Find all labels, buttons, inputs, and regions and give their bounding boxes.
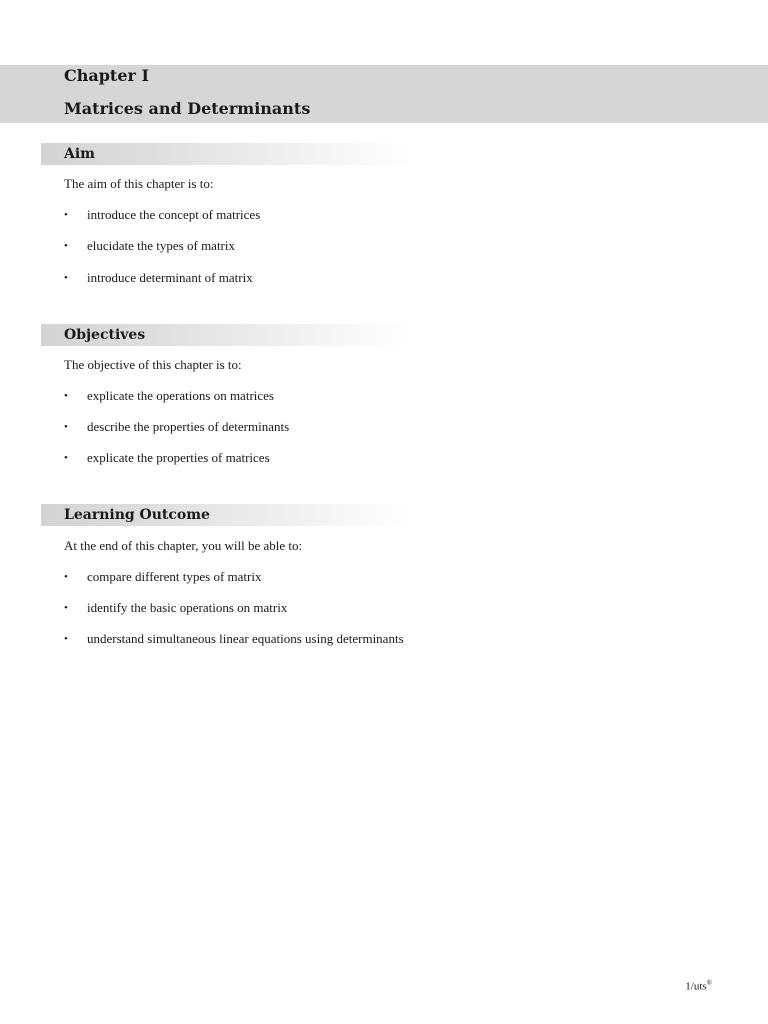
list-item-text: introduce determinant of matrix <box>87 270 253 285</box>
list-item-text: elucidate the types of matrix <box>87 238 236 253</box>
bullet-icon: • <box>64 452 68 464</box>
bullet-icon: • <box>64 602 68 614</box>
list-item-text: explicate the operations on matrices <box>87 388 274 403</box>
page-footer <box>685 976 712 994</box>
list-item-text: understand simultaneous linear equations using determinants <box>87 631 404 646</box>
bullet-icon: • <box>64 209 68 221</box>
list-item-text: identify the basic operations on matrix <box>87 600 288 615</box>
page-number: 1/uts <box>685 980 707 993</box>
bullet-icon: • <box>64 571 68 583</box>
section-intro: The objective of this chapter is to: <box>64 357 242 372</box>
section-title: Learning Outcome <box>64 507 210 523</box>
section-intro: The aim of this chapter is to: <box>64 176 214 191</box>
bullet-icon: • <box>64 272 68 284</box>
list-item-text: describe the properties of determinants <box>87 419 290 434</box>
chapter-title: Matrices and Determinants <box>64 99 311 118</box>
section-title: Aim <box>64 146 95 162</box>
section-heading-bar <box>41 143 411 165</box>
section-intro: At the end of this chapter, you will be able to: <box>64 538 303 553</box>
registered-mark: ® <box>706 979 712 987</box>
list-item-text: introduce the concept of matrices <box>87 207 261 222</box>
bullet-icon: • <box>64 633 68 645</box>
bullet-icon: • <box>64 421 68 433</box>
section-heading-bar <box>41 504 411 526</box>
list-item-text: explicate the properties of matrices <box>87 450 270 465</box>
bullet-icon: • <box>64 390 68 402</box>
section-title: Objectives <box>64 327 146 343</box>
bullet-icon: • <box>64 240 68 252</box>
section-heading-bar <box>41 324 411 346</box>
list-item-text: compare different types of matrix <box>87 569 262 584</box>
chapter-label: Chapter I <box>64 66 149 85</box>
